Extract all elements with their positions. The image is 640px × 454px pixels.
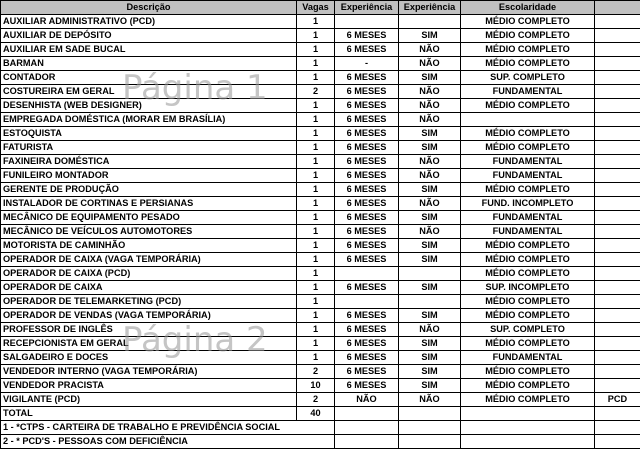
cell-descricao[interactable]: MECÂNICO DE EQUIPAMENTO PESADO [1, 211, 297, 225]
cell-extra[interactable] [595, 239, 640, 253]
cell-vagas[interactable]: 1 [297, 71, 335, 85]
total-value[interactable]: 40 [297, 407, 335, 421]
cell-experiencia[interactable]: - [335, 57, 399, 71]
cell-experiencia-2[interactable]: NÃO [399, 169, 461, 183]
cell-experiencia[interactable]: NÃO [335, 393, 399, 407]
cell-vagas[interactable]: 1 [297, 155, 335, 169]
cell-experiencia-2[interactable]: SIM [399, 141, 461, 155]
cell-extra[interactable] [595, 295, 640, 309]
cell-vagas[interactable]: 1 [297, 197, 335, 211]
table-row [1, 155, 640, 169]
cell-descricao[interactable]: AUXILIAR EM SADE BUCAL [1, 43, 297, 57]
cell-extra[interactable] [595, 309, 640, 323]
cell-experiencia[interactable]: 6 MESES [335, 71, 399, 85]
cell-experiencia[interactable]: 6 MESES [335, 99, 399, 113]
table-row [1, 197, 640, 211]
header-experiencia[interactable]: Experiência [335, 1, 399, 15]
cell-descricao[interactable]: FUNILEIRO MONTADOR [1, 169, 297, 183]
cell-vagas[interactable]: 2 [297, 393, 335, 407]
cell-experiencia-2[interactable] [399, 15, 461, 29]
cell-experiencia[interactable]: 6 MESES [335, 281, 399, 295]
cell-vagas[interactable]: 1 [297, 225, 335, 239]
table-row [1, 113, 640, 127]
cell-experiencia[interactable]: 6 MESES [335, 155, 399, 169]
empty-cell[interactable] [335, 407, 399, 421]
cell-extra[interactable] [595, 351, 640, 365]
cell-descricao[interactable]: EMPREGADA DOMÉSTICA (MORAR EM BRASÍLIA) [1, 113, 297, 127]
note-row [1, 421, 640, 435]
table-row [1, 295, 640, 309]
cell-experiencia[interactable]: 6 MESES [335, 211, 399, 225]
cell-extra[interactable] [595, 113, 640, 127]
cell-experiencia-2[interactable]: SIM [399, 309, 461, 323]
cell-descricao[interactable]: FATURISTA [1, 141, 297, 155]
cell-experiencia-2[interactable]: NÃO [399, 85, 461, 99]
table-row [1, 169, 640, 183]
table-row [1, 43, 640, 57]
empty-cell[interactable] [399, 407, 461, 421]
table-row [1, 323, 640, 337]
cell-extra[interactable] [595, 127, 640, 141]
cell-descricao[interactable]: GERENTE DE PRODUÇÃO [1, 183, 297, 197]
cell-extra[interactable] [595, 379, 640, 393]
cell-escolaridade[interactable]: MÉDIO COMPLETO [461, 337, 595, 351]
header-vagas[interactable]: Vagas [297, 1, 335, 15]
empty-cell[interactable] [595, 421, 640, 435]
cell-escolaridade[interactable]: FUNDAMENTAL [461, 225, 595, 239]
cell-experiencia-2[interactable] [399, 267, 461, 281]
cell-experiencia[interactable]: 6 MESES [335, 309, 399, 323]
cell-descricao[interactable]: VIGILANTE (PCD) [1, 393, 297, 407]
cell-escolaridade[interactable]: MÉDIO COMPLETO [461, 365, 595, 379]
cell-experiencia-2[interactable]: SIM [399, 379, 461, 393]
cell-extra[interactable] [595, 85, 640, 99]
cell-escolaridade[interactable]: MÉDIO COMPLETO [461, 267, 595, 281]
cell-experiencia-2[interactable]: SIM [399, 281, 461, 295]
cell-extra[interactable]: PCD [595, 393, 640, 407]
table-row [1, 267, 640, 281]
cell-experiencia-2[interactable]: NÃO [399, 155, 461, 169]
cell-vagas[interactable]: 1 [297, 29, 335, 43]
note-text[interactable]: 2 - * PCD'S - PESSOAS COM DEFICIÊNCIA [1, 435, 335, 449]
table-row [1, 85, 640, 99]
cell-escolaridade[interactable]: SUP. COMPLETO [461, 323, 595, 337]
empty-cell[interactable] [595, 435, 640, 449]
cell-vagas[interactable]: 1 [297, 113, 335, 127]
cell-vagas[interactable]: 1 [297, 281, 335, 295]
cell-escolaridade[interactable]: MÉDIO COMPLETO [461, 43, 595, 57]
cell-experiencia-2[interactable]: SIM [399, 337, 461, 351]
cell-extra[interactable] [595, 197, 640, 211]
table-row [1, 127, 640, 141]
cell-vagas[interactable]: 1 [297, 239, 335, 253]
cell-vagas[interactable]: 1 [297, 169, 335, 183]
cell-experiencia[interactable]: 6 MESES [335, 127, 399, 141]
header-extra[interactable] [595, 1, 640, 15]
cell-escolaridade[interactable]: MÉDIO COMPLETO [461, 127, 595, 141]
cell-extra[interactable] [595, 365, 640, 379]
cell-escolaridade[interactable]: FUNDAMENTAL [461, 351, 595, 365]
table-row [1, 29, 640, 43]
cell-vagas[interactable]: 1 [297, 43, 335, 57]
cell-escolaridade[interactable]: MÉDIO COMPLETO [461, 295, 595, 309]
cell-extra[interactable] [595, 141, 640, 155]
cell-descricao[interactable]: OPERADOR DE TELEMARKETING (PCD) [1, 295, 297, 309]
cell-descricao[interactable]: RECEPCIONISTA EM GERAL [1, 337, 297, 351]
cell-experiencia[interactable]: 6 MESES [335, 113, 399, 127]
cell-escolaridade[interactable]: FUNDAMENTAL [461, 211, 595, 225]
cell-descricao[interactable]: SALGADEIRO E DOCES [1, 351, 297, 365]
cell-extra[interactable] [595, 29, 640, 43]
table-row [1, 71, 640, 85]
cell-escolaridade[interactable]: FUNDAMENTAL [461, 169, 595, 183]
cell-experiencia[interactable]: 6 MESES [335, 239, 399, 253]
cell-escolaridade[interactable]: SUP. COMPLETO [461, 71, 595, 85]
cell-vagas[interactable]: 1 [297, 267, 335, 281]
cell-experiencia-2[interactable]: NÃO [399, 393, 461, 407]
cell-experiencia[interactable]: 6 MESES [335, 183, 399, 197]
table-row [1, 57, 640, 71]
cell-experiencia[interactable]: 6 MESES [335, 323, 399, 337]
table-row [1, 99, 640, 113]
cell-escolaridade[interactable]: FUNDAMENTAL [461, 155, 595, 169]
cell-vagas[interactable]: 1 [297, 323, 335, 337]
empty-cell[interactable] [461, 407, 595, 421]
cell-descricao[interactable]: MECÂNICO DE VEÍCULOS AUTOMOTORES [1, 225, 297, 239]
cell-escolaridade[interactable] [461, 113, 595, 127]
cell-experiencia[interactable]: 6 MESES [335, 337, 399, 351]
cell-descricao[interactable]: MOTORISTA DE CAMINHÃO [1, 239, 297, 253]
table-row [1, 351, 640, 365]
cell-escolaridade[interactable]: MÉDIO COMPLETO [461, 15, 595, 29]
cell-vagas[interactable]: 1 [297, 141, 335, 155]
cell-experiencia-2[interactable]: SIM [399, 211, 461, 225]
header-descricao[interactable]: Descrição [1, 1, 297, 15]
table-row [1, 211, 640, 225]
cell-extra[interactable] [595, 183, 640, 197]
empty-cell[interactable] [335, 435, 399, 449]
cell-vagas[interactable]: 2 [297, 365, 335, 379]
cell-extra[interactable] [595, 253, 640, 267]
cell-descricao[interactable]: BARMAN [1, 57, 297, 71]
cell-extra[interactable] [595, 281, 640, 295]
table-row [1, 183, 640, 197]
cell-escolaridade[interactable]: MÉDIO COMPLETO [461, 183, 595, 197]
cell-experiencia-2[interactable] [399, 295, 461, 309]
page-1-watermark: Página 1 [122, 68, 268, 108]
cell-vagas[interactable]: 1 [297, 253, 335, 267]
cell-experiencia-2[interactable]: SIM [399, 71, 461, 85]
table-row [1, 253, 640, 267]
cell-descricao[interactable]: CONTADOR [1, 71, 297, 85]
cell-vagas[interactable]: 1 [297, 351, 335, 365]
cell-descricao[interactable]: OPERADOR DE CAIXA (PCD) [1, 267, 297, 281]
empty-cell[interactable] [335, 421, 399, 435]
cell-extra[interactable] [595, 155, 640, 169]
cell-escolaridade[interactable]: FUND. INCOMPLETO [461, 197, 595, 211]
cell-descricao[interactable]: INSTALADOR DE CORTINAS E PERSIANAS [1, 197, 297, 211]
cell-escolaridade[interactable]: MÉDIO COMPLETO [461, 393, 595, 407]
cell-experiencia[interactable]: 6 MESES [335, 225, 399, 239]
cell-descricao[interactable]: VENDEDOR INTERNO (VAGA TEMPORÁRIA) [1, 365, 297, 379]
cell-extra[interactable] [595, 337, 640, 351]
cell-descricao[interactable]: ESTOQUISTA [1, 127, 297, 141]
cell-experiencia-2[interactable]: SIM [399, 29, 461, 43]
cell-experiencia-2[interactable]: NÃO [399, 225, 461, 239]
empty-cell[interactable] [595, 407, 640, 421]
cell-experiencia-2[interactable]: NÃO [399, 57, 461, 71]
cell-escolaridade[interactable]: MÉDIO COMPLETO [461, 309, 595, 323]
cell-extra[interactable] [595, 57, 640, 71]
table-row [1, 281, 640, 295]
empty-cell[interactable] [399, 435, 461, 449]
cell-escolaridade[interactable]: MÉDIO COMPLETO [461, 141, 595, 155]
cell-vagas[interactable]: 2 [297, 85, 335, 99]
cell-escolaridade[interactable]: MÉDIO COMPLETO [461, 379, 595, 393]
cell-experiencia[interactable]: 6 MESES [335, 365, 399, 379]
cell-experiencia[interactable]: 6 MESES [335, 141, 399, 155]
cell-descricao[interactable]: OPERADOR DE CAIXA (VAGA TEMPORÁRIA) [1, 253, 297, 267]
cell-experiencia-2[interactable]: SIM [399, 351, 461, 365]
table-row [1, 379, 640, 393]
total-row [1, 407, 640, 421]
cell-descricao[interactable]: PROFESSOR DE INGLÊS [1, 323, 297, 337]
cell-escolaridade[interactable]: MÉDIO COMPLETO [461, 253, 595, 267]
cell-experiencia-2[interactable]: SIM [399, 239, 461, 253]
cell-vagas[interactable]: 1 [297, 183, 335, 197]
table-row [1, 15, 640, 29]
cell-escolaridade[interactable]: MÉDIO COMPLETO [461, 57, 595, 71]
cell-extra[interactable] [595, 225, 640, 239]
cell-experiencia-2[interactable]: NÃO [399, 99, 461, 113]
cell-vagas[interactable]: 1 [297, 57, 335, 71]
cell-experiencia[interactable]: 6 MESES [335, 43, 399, 57]
table-row [1, 239, 640, 253]
page-2-watermark: Página 2 [122, 320, 268, 360]
empty-cell[interactable] [399, 421, 461, 435]
cell-vagas[interactable]: 10 [297, 379, 335, 393]
cell-extra[interactable] [595, 71, 640, 85]
cell-vagas[interactable]: 1 [297, 127, 335, 141]
table-row [1, 393, 640, 407]
cell-escolaridade[interactable]: FUNDAMENTAL [461, 85, 595, 99]
table-row [1, 309, 640, 323]
cell-vagas[interactable]: 1 [297, 99, 335, 113]
cell-vagas[interactable]: 1 [297, 309, 335, 323]
cell-descricao[interactable]: OPERADOR DE CAIXA [1, 281, 297, 295]
note-row [1, 435, 640, 449]
cell-extra[interactable] [595, 267, 640, 281]
cell-experiencia-2[interactable]: SIM [399, 253, 461, 267]
cell-extra[interactable] [595, 323, 640, 337]
cell-descricao[interactable]: AUXILIAR ADMINISTRATIVO (PCD) [1, 15, 297, 29]
header-experiencia-2[interactable]: Experiência [399, 1, 461, 15]
cell-descricao[interactable]: AUXILIAR DE DEPÓSITO [1, 29, 297, 43]
cell-experiencia-2[interactable]: SIM [399, 127, 461, 141]
cell-vagas[interactable]: 1 [297, 337, 335, 351]
table-row [1, 141, 640, 155]
cell-experiencia[interactable]: 6 MESES [335, 379, 399, 393]
cell-descricao[interactable]: DESENHISTA (WEB DESIGNER) [1, 99, 297, 113]
cell-extra[interactable] [595, 99, 640, 113]
cell-vagas[interactable]: 1 [297, 15, 335, 29]
cell-descricao[interactable]: FAXINEIRA DOMÉSTICA [1, 155, 297, 169]
cell-extra[interactable] [595, 43, 640, 57]
cell-extra[interactable] [595, 169, 640, 183]
cell-experiencia[interactable]: 6 MESES [335, 351, 399, 365]
cell-escolaridade[interactable]: SUP. INCOMPLETO [461, 281, 595, 295]
cell-experiencia[interactable] [335, 295, 399, 309]
cell-experiencia-2[interactable]: SIM [399, 183, 461, 197]
cell-experiencia-2[interactable]: NÃO [399, 43, 461, 57]
note-text[interactable]: 1 - *CTPS - CARTEIRA DE TRABALHO E PREVIDÊNCIA SOCIAL [1, 421, 335, 435]
total-label[interactable]: TOTAL [1, 407, 297, 421]
cell-experiencia-2[interactable]: NÃO [399, 197, 461, 211]
cell-descricao[interactable]: OPERADOR DE VENDAS (VAGA TEMPORÁRIA) [1, 309, 297, 323]
cell-escolaridade[interactable]: MÉDIO COMPLETO [461, 239, 595, 253]
cell-experiencia[interactable]: 6 MESES [335, 197, 399, 211]
cell-experiencia[interactable]: 6 MESES [335, 29, 399, 43]
cell-experiencia[interactable] [335, 267, 399, 281]
cell-extra[interactable] [595, 211, 640, 225]
cell-extra[interactable] [595, 15, 640, 29]
cell-descricao[interactable]: VENDEDOR PRACISTA [1, 379, 297, 393]
cell-escolaridade[interactable]: MÉDIO COMPLETO [461, 29, 595, 43]
cell-experiencia[interactable]: 6 MESES [335, 169, 399, 183]
table-row [1, 365, 640, 379]
empty-cell[interactable] [461, 435, 595, 449]
cell-experiencia-2[interactable]: SIM [399, 365, 461, 379]
header-row [1, 1, 640, 15]
cell-vagas[interactable]: 1 [297, 211, 335, 225]
cell-experiencia-2[interactable]: NÃO [399, 323, 461, 337]
cell-experiencia[interactable]: 6 MESES [335, 253, 399, 267]
table-row [1, 337, 640, 351]
cell-experiencia[interactable]: 6 MESES [335, 85, 399, 99]
empty-cell[interactable] [461, 421, 595, 435]
cell-descricao[interactable]: COSTUREIRA EM GERAL [1, 85, 297, 99]
cell-escolaridade[interactable]: MÉDIO COMPLETO [461, 99, 595, 113]
cell-experiencia[interactable] [335, 15, 399, 29]
cell-experiencia-2[interactable]: NÃO [399, 113, 461, 127]
table-row [1, 225, 640, 239]
cell-vagas[interactable]: 1 [297, 295, 335, 309]
header-escolaridade[interactable]: Escolaridade [461, 1, 595, 15]
